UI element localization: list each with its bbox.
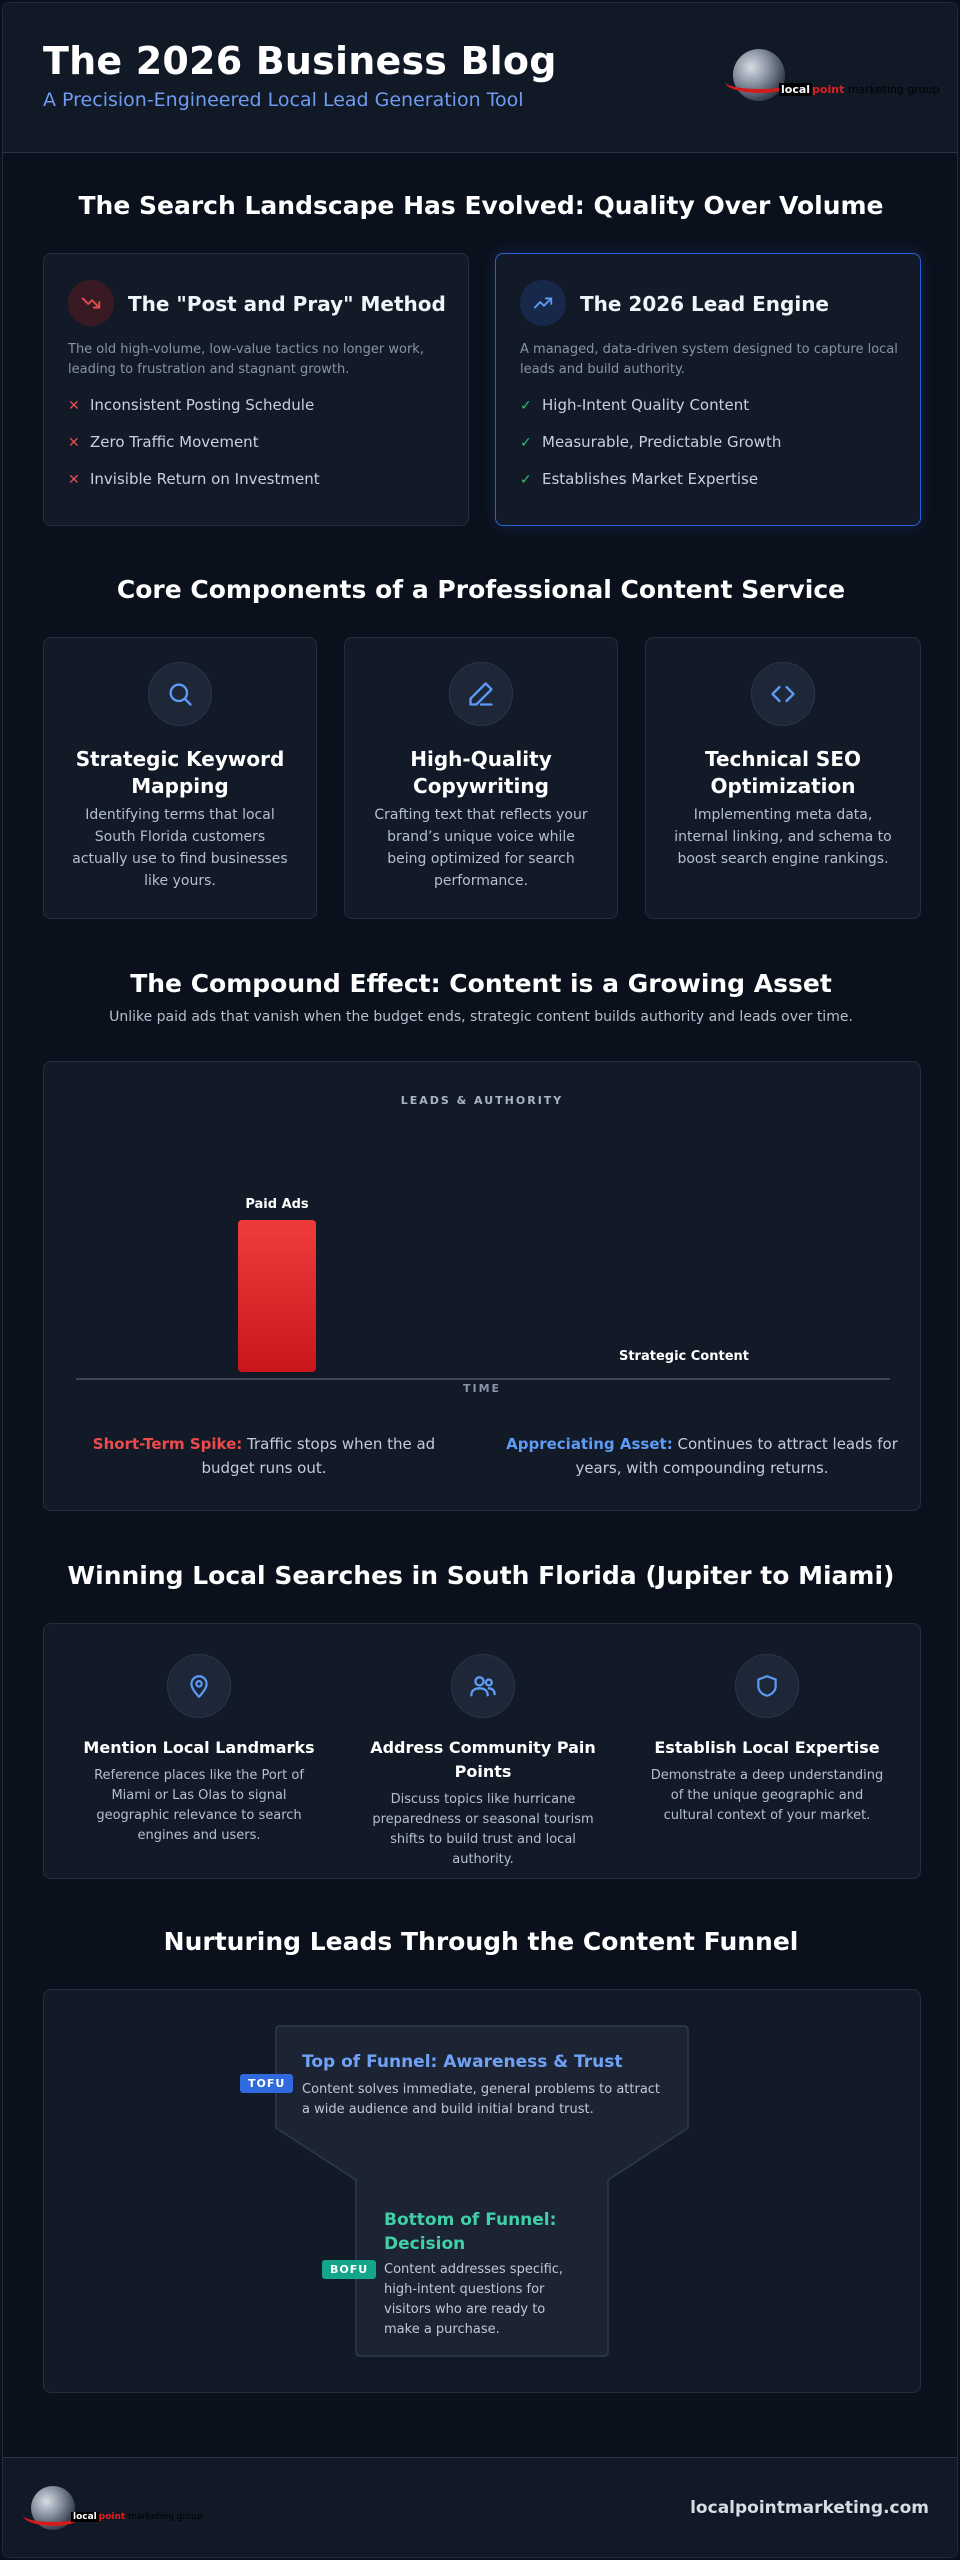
globe-icon	[31, 2486, 75, 2530]
x-icon: ✕	[68, 398, 80, 414]
list-item-label: Invisible Return on Investment	[90, 470, 320, 488]
section-title-landscape: The Search Landscape Has Evolved: Quality Over Volume	[78, 191, 884, 220]
component-title: Technical SEO Optimization	[705, 747, 861, 798]
list-item	[520, 433, 781, 470]
section-title-local: Winning Local Searches in South Florida (Jupiter to Miami)	[67, 1561, 895, 1590]
globe-icon	[733, 49, 785, 101]
local-item-description: Demonstrate a deep understanding of the unique geographic and cultural context of your market.	[650, 1768, 884, 1823]
local-card	[43, 1623, 921, 1879]
check-icon: ✓	[520, 398, 532, 414]
search-icon	[148, 662, 212, 726]
local-item-description: Discuss topics like hurricane preparedness or seasonal tourism shifts to build trust and local authority.	[372, 1792, 594, 1867]
list-item-label: Establishes Market Expertise	[542, 470, 759, 488]
logo-word-point: point	[812, 83, 845, 96]
component-title: High-Quality Copywriting	[410, 747, 552, 798]
benefit-list	[520, 396, 781, 507]
chart-card	[43, 1061, 921, 1511]
note-text: Continues to attract leads for years, with compounding returns.	[575, 1435, 898, 1477]
users-icon	[451, 1654, 515, 1718]
section-subtitle-compound: Unlike paid ads that vanish when the budget ends, strategic content builds authority and leads over time.	[109, 1009, 853, 1025]
chart-note-content	[502, 1432, 902, 1480]
pen-icon	[449, 662, 513, 726]
component-card-technical-seo	[645, 637, 921, 919]
bar-paid-ads	[238, 1220, 316, 1372]
funnel-bottom-description: Content addresses specific, high-intent questions for visitors who are ready to make a purchase.	[384, 2262, 564, 2337]
page-title: The 2026 Business Blog	[43, 39, 557, 83]
list-item	[68, 433, 320, 470]
bar-label: Strategic Content	[618, 1349, 750, 1364]
section-title-compound: The Compound Effect: Content is a Growing Asset	[130, 969, 832, 998]
list-item-label: Inconsistent Posting Schedule	[90, 396, 315, 414]
component-description: Implementing meta data, internal linking, and schema to boost search engine rankings.	[674, 807, 892, 867]
page-subtitle: A Precision-Engineered Local Lead Generation Tool	[43, 89, 524, 111]
note-lead: Short-Term Spike:	[92, 1435, 243, 1453]
code-icon	[751, 662, 815, 726]
funnel-top-title: Top of Funnel: Awareness & Trust	[302, 2052, 623, 2072]
trending-up-icon	[520, 280, 566, 326]
card-post-and-pray	[43, 253, 469, 526]
local-item-description: Reference places like the Port of Miami or Las Olas to signal geographic relevance to search engines and users.	[94, 1768, 304, 1843]
shield-icon	[735, 1654, 799, 1718]
card-description: A managed, data-driven system designed to capture local leads and build authority.	[520, 342, 898, 377]
footer-logo[interactable]	[31, 2486, 203, 2530]
chart-note-paid	[64, 1432, 464, 1480]
logo[interactable]	[733, 49, 940, 101]
list-item	[68, 470, 320, 507]
section-title-funnel: Nurturing Leads Through the Content Funnel	[163, 1927, 799, 1956]
logo-word-group: marketing group	[847, 83, 940, 96]
x-icon: ✕	[68, 472, 80, 488]
logo-word-local: local	[73, 2512, 97, 2522]
local-item-title: Mention Local Landmarks	[83, 1738, 315, 1757]
x-axis-label: TIME	[462, 1382, 502, 1395]
chart	[44, 1062, 922, 1392]
header	[3, 3, 958, 153]
card-title: The 2026 Lead Engine	[580, 292, 829, 316]
list-item-label: Measurable, Predictable Growth	[542, 433, 782, 451]
logo-word-local: local	[781, 83, 811, 96]
list-item	[520, 470, 781, 507]
component-card-keyword	[43, 637, 317, 919]
note-lead: Appreciating Asset:	[506, 1435, 673, 1453]
list-item-label: Zero Traffic Movement	[90, 433, 259, 451]
footer-url[interactable]: localpointmarketing.com	[690, 2498, 929, 2518]
card-description: The old high-volume, low-value tactics no longer work, leading to frustration and stagnant growth.	[68, 342, 424, 377]
tofu-tag: TOFU	[240, 2074, 293, 2093]
component-card-copywriting	[344, 637, 618, 919]
local-item-title: Address Community Pain Points	[370, 1738, 596, 1781]
logo-word-group: marketing group	[128, 2512, 203, 2522]
check-icon: ✓	[520, 472, 532, 488]
logo-word-point: point	[98, 2512, 126, 2522]
note-text: Traffic stops when the ad budget runs out.	[201, 1435, 436, 1477]
chart-title: LEADS & AUTHORITY	[400, 1094, 564, 1107]
component-description: Identifying terms that local South Florida customers actually use to find businesses like yours.	[72, 807, 288, 889]
footer	[3, 2457, 958, 2558]
component-title: Strategic Keyword Mapping	[75, 747, 285, 798]
check-icon: ✓	[520, 435, 532, 451]
list-item-label: High-Intent Quality Content	[542, 396, 750, 414]
list-item	[68, 396, 320, 433]
local-item-title: Establish Local Expertise	[654, 1738, 880, 1757]
page	[2, 2, 958, 2558]
trending-down-icon	[68, 280, 114, 326]
funnel-bottom-title: Bottom of Funnel: Decision	[384, 2210, 557, 2254]
bofu-tag: BOFU	[322, 2260, 376, 2279]
funnel-card	[43, 1989, 921, 2393]
funnel-top-description: Content solves immediate, general problems to attract a wide audience and build initial brand trust.	[302, 2082, 661, 2117]
map-pin-icon	[167, 1654, 231, 1718]
list-item	[520, 396, 781, 433]
bar-label: Paid Ads	[245, 1197, 309, 1212]
component-description: Crafting text that reflects your brand’s unique voice while being optimized for search performance.	[374, 807, 588, 889]
card-lead-engine	[495, 253, 921, 526]
card-title: The "Post and Pray" Method	[128, 292, 446, 316]
problem-list	[68, 396, 320, 507]
x-icon: ✕	[68, 435, 80, 451]
section-title-components: Core Components of a Professional Content Service	[116, 575, 846, 604]
